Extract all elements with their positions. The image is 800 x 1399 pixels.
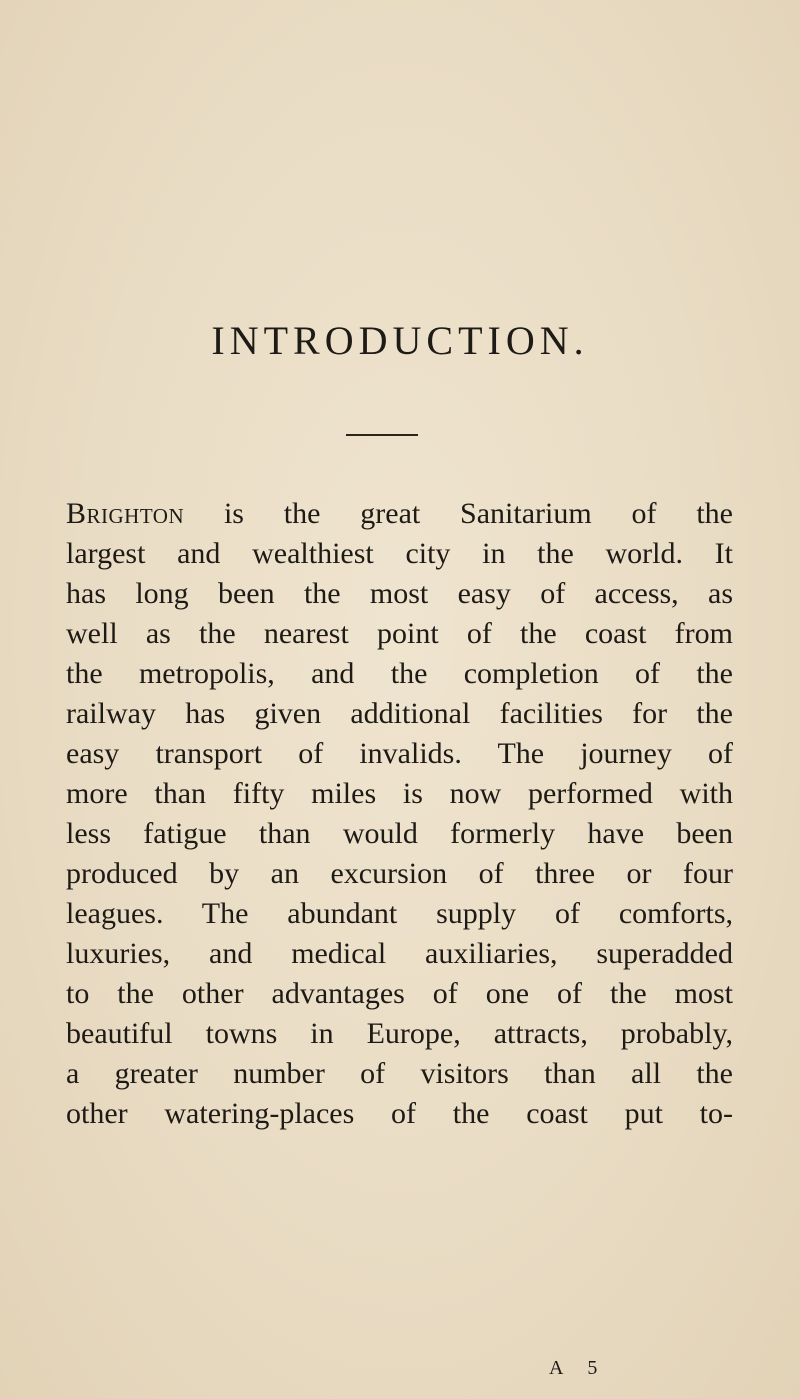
heading-rule — [346, 434, 418, 436]
text-line: leagues. The abundant supply of comforts, — [66, 897, 733, 930]
text-line: beautiful towns in Europe, attracts, probably, — [66, 1017, 733, 1050]
text-line: to the other advantages of one of the most — [66, 977, 733, 1010]
body-paragraph — [66, 494, 733, 1134]
text-line: produced by an excursion of three or four — [66, 857, 733, 890]
signature-mark: A 5 — [549, 1357, 608, 1379]
text-line: a greater number of visitors than all the — [66, 1057, 733, 1090]
lead-word: Brighton — [66, 497, 185, 530]
chapter-heading: INTRODUCTION. — [211, 318, 589, 363]
text-line: well as the nearest point of the coast from — [66, 617, 733, 650]
text-line: less fatigue than would formerly have been — [66, 817, 733, 850]
text-line: more than fifty miles is now performed with — [66, 777, 733, 810]
text-line: has long been the most easy of access, as — [66, 577, 733, 610]
text-line: largest and wealthiest city in the world. It — [66, 537, 733, 570]
text-line: luxuries, and medical auxiliaries, superadded — [66, 937, 733, 970]
text-line: the metropolis, and the completion of the — [66, 657, 733, 690]
text-line-rest: is the great Sanitarium of the — [184, 497, 733, 530]
text-line: other watering-places of the coast put to- — [66, 1097, 733, 1130]
text-line: easy transport of invalids. The journey of — [66, 737, 733, 770]
text-line — [66, 494, 733, 534]
text-line: railway has given additional facilities for the — [66, 697, 733, 730]
